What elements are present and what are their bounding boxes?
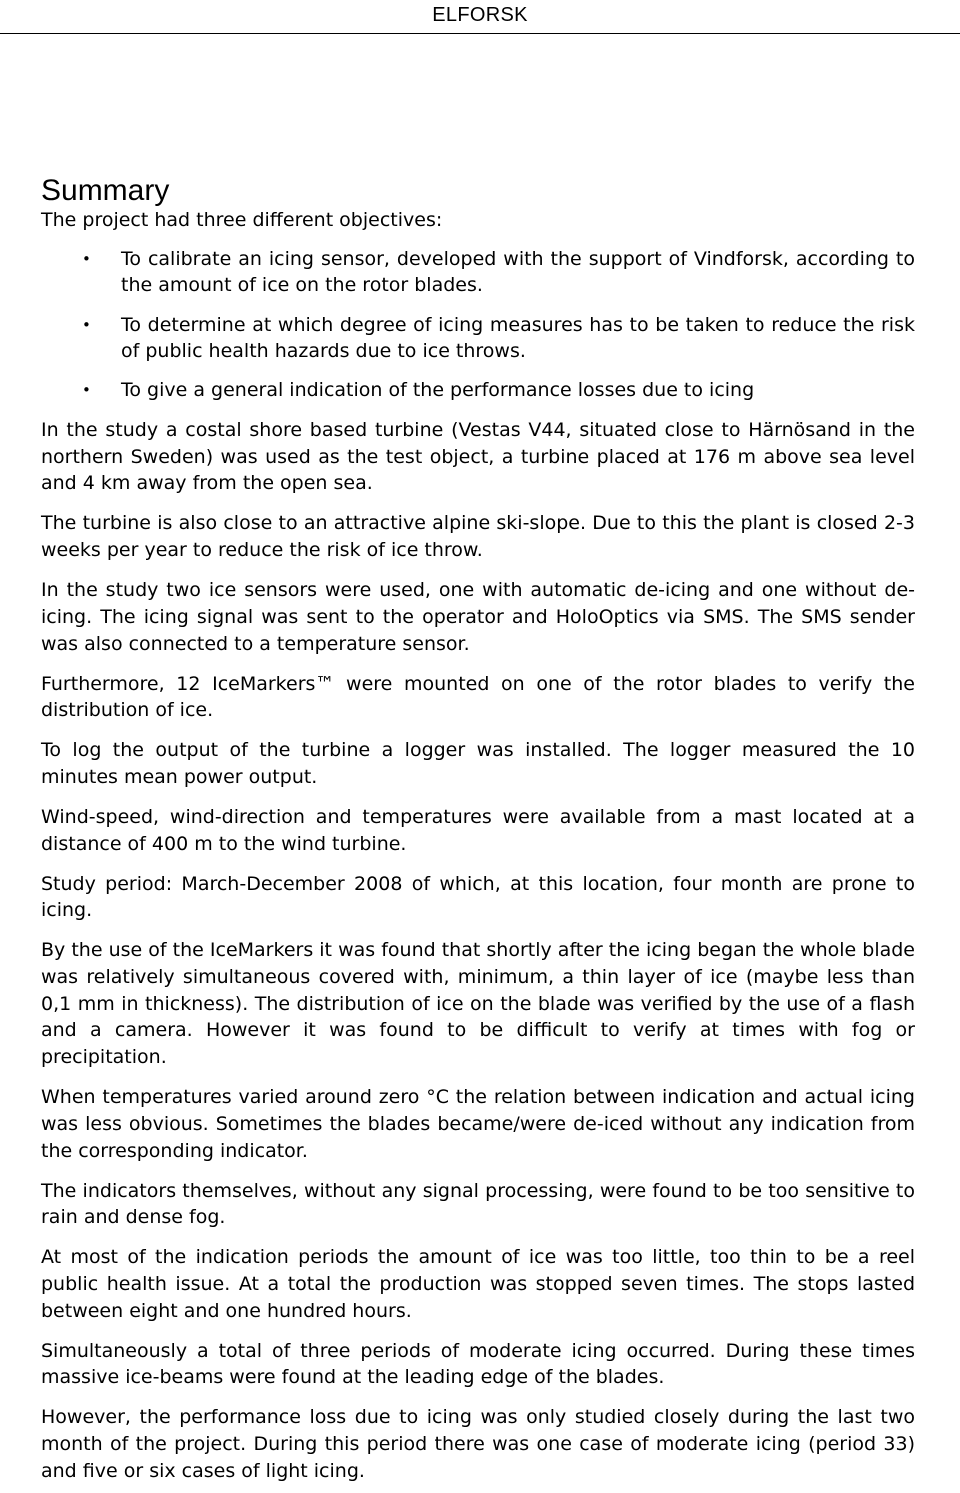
body-paragraph: Simultaneously a total of three periods of moderate icing occurred. During these times massive ice-beams were found at the leading edge of the blades. — [41, 1339, 915, 1389]
body-paragraph: Furthermore, 12 IceMarkers™ were mounted on one of the rotor blades to verify the distribution of ice. — [41, 672, 915, 722]
body-paragraph: However, the performance loss due to icing was only studied closely during the last two month of the project. During this period there was one case of moderate icing (period 33) and five or six cases of light icing. — [41, 1406, 915, 1482]
objective-item — [41, 377, 915, 404]
objective-text: To calibrate an icing sensor, developed with the support of Vindforsk, according to the amount of ice on the rotor blades. — [121, 247, 915, 297]
bullet-icon: • — [82, 381, 91, 400]
body-paragraph: Study period: March-December 2008 of which, at this location, four month are prone to icing. — [41, 872, 915, 922]
section-heading: Summary — [41, 174, 170, 207]
body-paragraph: Wind-speed, wind-direction and temperatures were available from a mast located at a distance of 400 m to the wind turbine. — [41, 805, 915, 855]
body-paragraph: The indicators themselves, without any signal processing, were found to be too sensitive to rain and dense fog. — [41, 1179, 915, 1229]
summary-section — [41, 173, 915, 1484]
page-header — [0, 0, 960, 34]
body-paragraph: The turbine is also close to an attractive alpine ski-slope. Due to this the plant is closed 2-3 weeks per year to reduce the risk of ice throw. — [41, 512, 915, 562]
body-paragraph: At most of the indication periods the amount of ice was too little, too thin to be a reel public health issue. At a total the production was stopped seven times. The stops lasted between eight and one hundred hours. — [41, 1246, 915, 1322]
body-paragraph: In the study two ice sensors were used, one with automatic de-icing and one without de-icing. The icing signal was sent to the operator and HoloOptics via SMS. The SMS sender was also connected to a temperature sensor. — [41, 579, 915, 655]
header-title: ELFORSK — [432, 4, 528, 26]
body-paragraph: In the study a costal shore based turbine (Vestas V44, situated close to Härnösand in the northern Sweden) was used as the test object, a turbine placed at 176 m above sea level and 4 km away from the open sea. — [41, 419, 915, 495]
objective-item — [41, 312, 915, 365]
bullet-icon: • — [82, 249, 91, 268]
objective-item — [41, 246, 915, 299]
bullet-icon: • — [82, 315, 91, 334]
body-paragraph: By the use of the IceMarkers it was found that shortly after the icing began the whole blade was relatively simultaneous covered with, minimum, a thin layer of ice (maybe less than 0,1 mm in thickness). The distribution of ice on the blade was verified by the use of a flash and a camera. However it was found to be difficult to verify at times with fog or precipitation. — [41, 939, 915, 1069]
objective-text: To give a general indication of the performance losses due to icing — [121, 379, 755, 402]
objective-text: To determine at which degree of icing measures has to be taken to reduce the risk of public health hazards due to ice throws. — [121, 313, 915, 363]
body-paragraph: When temperatures varied around zero °C the relation between indication and actual icing was less obvious. Sometimes the blades became/were de-iced without any indication from the corresponding indicator. — [41, 1086, 915, 1162]
body-paragraph: To log the output of the turbine a logger was installed. The logger measured the 10 minutes mean power output. — [41, 739, 915, 788]
intro-text: The project had three different objectives: — [41, 209, 443, 231]
objectives-list — [41, 246, 915, 404]
